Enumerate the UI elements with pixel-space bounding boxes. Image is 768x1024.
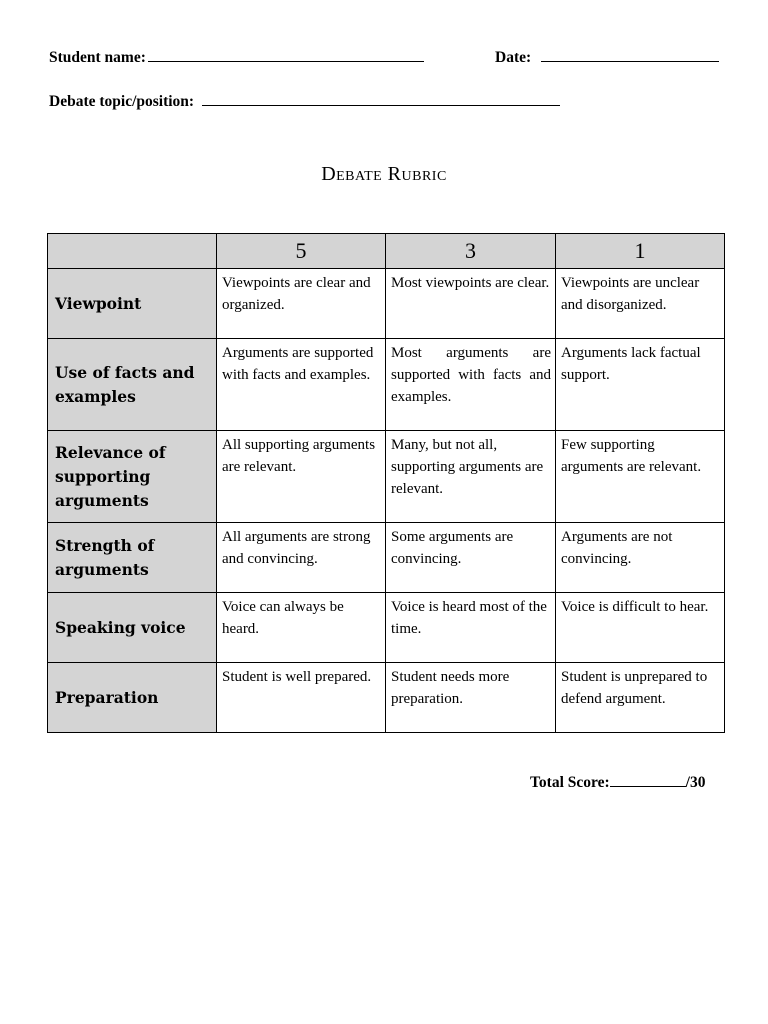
score-3-cell: Most arguments are supported with facts and examples.: [386, 339, 556, 431]
score-5-cell: Voice can always be heard.: [217, 593, 386, 663]
score-1-cell: Voice is difficult to hear.: [556, 593, 725, 663]
total-score-field: [530, 772, 705, 792]
total-score-label: Total Score:: [530, 774, 610, 791]
debate-topic-blank[interactable]: [202, 91, 560, 106]
score-3-cell: Student needs more preparation.: [386, 663, 556, 733]
date-blank[interactable]: [541, 47, 719, 62]
date-field: [495, 47, 719, 67]
criterion-label: Speaking voice: [48, 593, 217, 663]
score-5-cell: Arguments are supported with facts and examples.: [217, 339, 386, 431]
score-5-cell: Student is well prepared.: [217, 663, 386, 733]
score-3-cell: Voice is heard most of the time.: [386, 593, 556, 663]
rubric-row-preparation: [48, 663, 725, 733]
page-title: Debate Rubric: [321, 163, 447, 185]
score-1-cell: Viewpoints are unclear and disorganized.: [556, 269, 725, 339]
total-score-suffix: /30: [685, 774, 706, 791]
header-score-5: 5: [217, 234, 386, 269]
score-3-cell: Some arguments are convincing.: [386, 523, 556, 593]
score-1-cell: Arguments are not convincing.: [556, 523, 725, 593]
rubric-header-row: [48, 234, 725, 269]
rubric-row-viewpoint: [48, 269, 725, 339]
rubric-row-facts: [48, 339, 725, 431]
criterion-label: Strength of arguments: [48, 523, 217, 593]
date-label: Date:: [495, 49, 532, 66]
score-5-cell: Viewpoints are clear and organized.: [217, 269, 386, 339]
criterion-label: Preparation: [48, 663, 217, 733]
debate-topic-label: Debate topic/position:: [49, 93, 195, 110]
score-5-cell: All arguments are strong and convincing.: [217, 523, 386, 593]
header-score-1: 1: [556, 234, 725, 269]
rubric-row-speaking-voice: [48, 593, 725, 663]
criterion-label: Viewpoint: [48, 269, 217, 339]
score-1-cell: Student is unprepared to defend argument.: [556, 663, 725, 733]
score-3-cell: Most viewpoints are clear.: [386, 269, 556, 339]
criterion-label: Use of facts and examples: [48, 339, 217, 431]
criterion-label: Relevance of supporting arguments: [48, 431, 217, 523]
debate-topic-field: [49, 91, 560, 111]
student-name-field: [49, 47, 424, 67]
rubric-row-strength: [48, 523, 725, 593]
score-1-cell: Few supporting arguments are relevant.: [556, 431, 725, 523]
rubric-table: [47, 233, 725, 733]
student-name-label: Student name:: [49, 49, 146, 66]
student-name-blank[interactable]: [148, 47, 424, 62]
score-5-cell: All supporting arguments are relevant.: [217, 431, 386, 523]
score-1-cell: Arguments lack factual support.: [556, 339, 725, 431]
header-score-3: 3: [386, 234, 556, 269]
score-3-cell: Many, but not all, supporting arguments are relevant.: [386, 431, 556, 523]
total-score-blank[interactable]: [610, 772, 686, 787]
rubric-row-relevance: [48, 431, 725, 523]
header-criterion-cell: [48, 234, 217, 269]
